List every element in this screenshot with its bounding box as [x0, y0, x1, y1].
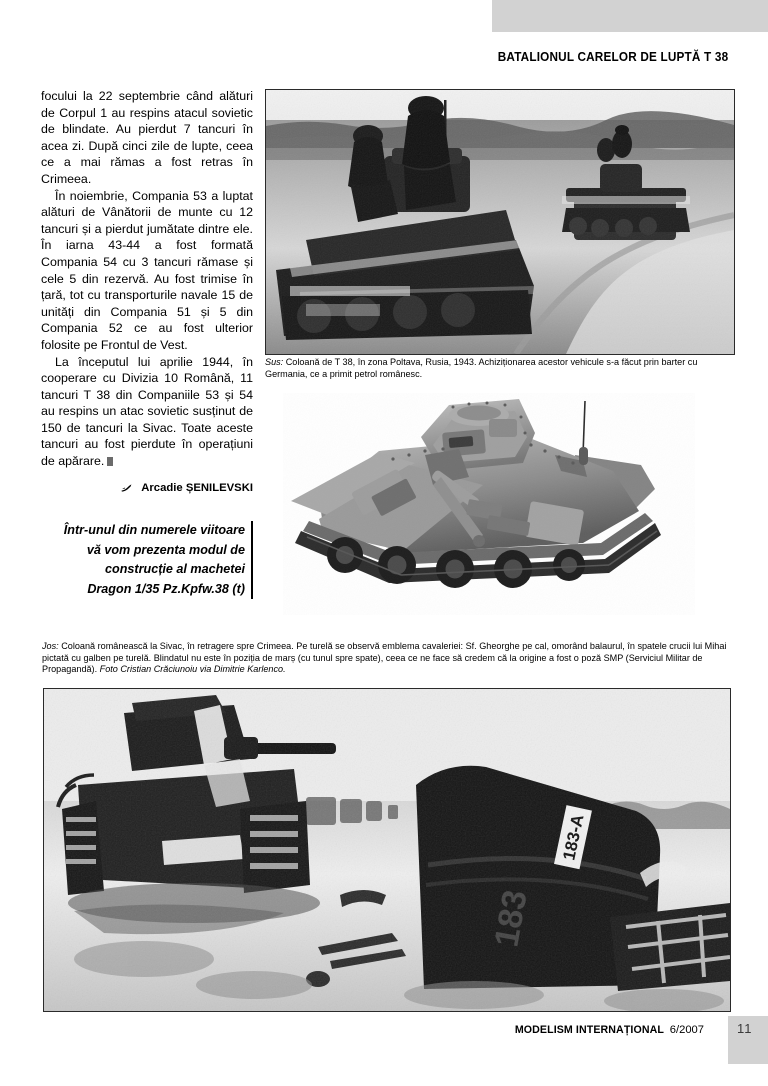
teaser-line-4: Dragon 1/35 Pz.Kpfw.38 (t) [87, 581, 245, 596]
running-header-title: BATALIONUL CARELOR DE LUPTĂ T 38 [497, 50, 728, 64]
article-paragraph-1: focului la 22 septembrie când alături de Corpul 1 au respins atacul sovietic de blindate. Au pierdut 7 tancuri în acea zi. După cinci zile de lupte, ceea ce a mai rămas a fost retras în Crimeea. [41, 89, 253, 186]
pen-icon [121, 484, 132, 492]
teaser-line-3: construcție al machetei [105, 562, 245, 577]
photo-top-caption-text: Coloană de T 38, în zona Poltava, Rusia, 1943. Achiziționarea acestor vehicule s-a făcut prin barter cu Germania, ce a primit petrol românesc. [265, 357, 698, 379]
end-of-article-mark [107, 457, 113, 466]
footer-magazine-name: MODELISM INTERNAȚIONAL [514, 1024, 664, 1036]
photo-top-caption-lead: Sus: [265, 357, 284, 367]
page-number-box [728, 1016, 768, 1064]
top-gray-bar [492, 0, 768, 32]
photo-t38-column-poltava [265, 89, 735, 355]
teaser-line-2: vă vom prezenta modul de [86, 542, 245, 557]
photo-model-pzkpfw38t [283, 393, 695, 615]
photo-bottom-caption-text: Coloană românească la Sivac, în retragere spre Crimeea. Pe turelă se observă emblema cavaleriei: Sf. Gheorghe pe cal, omorând balaurul, în spatele crucii lui Mihai pictată cu galben pe turelă. Blindatul nu este în poziția de marș (cu tunul spre spate), ceea ce ne face să credem că la origine a fost o poză SMP (Serviciul Militar de Propagandă). [42, 641, 727, 675]
photo-bottom-caption [42, 641, 732, 676]
photo-bottom-caption-lead: Jos: [42, 641, 59, 651]
byline-author-name: Arcadie ȘENILEVSKI [141, 482, 253, 494]
article-paragraph-2: În noiembrie, Compania 53 a luptat alături de Vânătorii de munte cu 12 tancuri și a pierdut jumătate dintre ele. În iarna 43-44 a fost formată Compania 54 cu 3 tancuri rămase și cele 5 din rezervă. Au fost trimise în țară, tot cu transporturile navale 15 de unități din Compania 51 și 5 din Compania 52 ce au fost ulterior folosite pe Frontul de Vest. [41, 188, 253, 352]
article-byline [41, 482, 253, 494]
footer-issue: 6/2007 [669, 1024, 704, 1036]
teaser-box [41, 521, 253, 599]
page-footer [507, 1024, 704, 1036]
photo-bottom-caption-credit: Foto Cristian Crăciunoiu via Dimitrie Karlenco. [99, 664, 286, 675]
photo-top-caption [265, 357, 733, 380]
page-number: 11 [737, 1021, 753, 1036]
article-paragraph-3 [41, 354, 253, 470]
teaser-line-1: Într-unul din numerele viitoare [63, 523, 245, 537]
photo-column-sivac-retreat [43, 688, 731, 1012]
article-text-column [41, 88, 253, 470]
article-paragraph-3-text: La începutul lui aprilie 1944, în cooperare cu Divizia 10 Română, 11 tancuri T 38 din Companiile 53 și 54 au respins un atac sovietic susținut de 150 de tancuri la Sivac. Toate aceste tancuri au fost pierdute în operațiuni de apărare. [41, 354, 253, 469]
